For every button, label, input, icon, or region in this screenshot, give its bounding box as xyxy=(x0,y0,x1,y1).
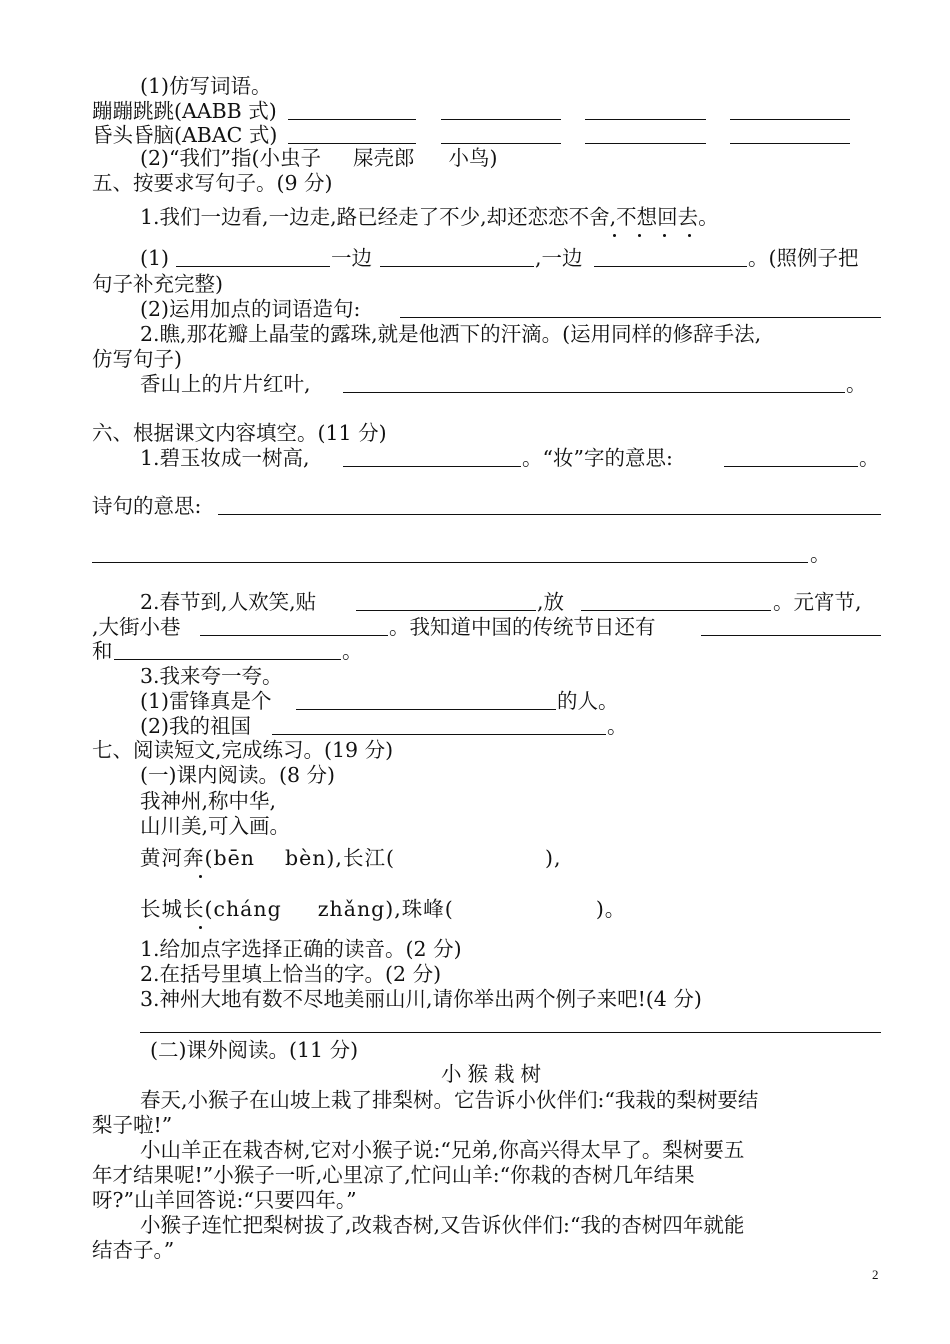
sec7-q1: 1.给加点字选择正确的读音。(2 分) xyxy=(140,937,462,961)
sec6-s2a-end: 。元宵节, xyxy=(773,590,862,614)
sec6-s2-blank-fang[interactable] xyxy=(581,610,771,611)
poem-line-1: 我神州,称中华, xyxy=(140,789,277,813)
sec6-s2a-mid: ,放 xyxy=(537,590,565,614)
sec6-s2-blank-festival-1[interactable] xyxy=(701,635,881,636)
sec6-s2c: 和 xyxy=(92,639,113,663)
sec5-s2-end: 。 xyxy=(846,372,867,396)
story-p1b: 梨子啦!” xyxy=(92,1113,173,1137)
sec5-p1-open: (1) xyxy=(140,246,170,270)
story-title: 小猴栽树 xyxy=(441,1062,547,1086)
sec6-s2a: 2.春节到,人欢笑,贴 xyxy=(140,590,317,614)
emphasis-dot xyxy=(199,875,202,878)
sec5-p2-blank[interactable] xyxy=(400,317,881,318)
sec6-s3-2-blank[interactable] xyxy=(272,734,606,735)
abac-blank-1[interactable] xyxy=(288,143,416,144)
sec6-s2b-mid: 。我知道中国的传统节日还有 xyxy=(389,615,656,639)
sec7-part-2: (二)课外阅读。(11 分) xyxy=(150,1038,359,1062)
poem-line-3 xyxy=(140,845,561,871)
story-p2a: 小山羊正在栽杏树,它对小猴子说:“兄弟,你高兴得太早了。梨树要五 xyxy=(140,1138,745,1162)
poem4-b: zhǎng),珠峰( xyxy=(317,897,454,921)
page-number: 2 xyxy=(872,1267,879,1282)
sec6-s1: 1.碧玉妆成一树高, xyxy=(140,446,310,470)
sec6-meaning-label: 诗句的意思: xyxy=(92,494,202,518)
women-option-2[interactable]: 屎壳郎 xyxy=(353,146,415,170)
fangxie-label: (1)仿写词语。 xyxy=(140,74,272,98)
sec6-s2-blank-street[interactable] xyxy=(200,635,388,636)
abac-blank-3[interactable] xyxy=(585,143,706,144)
sec6-meaning-end: 。 xyxy=(810,542,831,566)
section-6-heading: 六、根据课文内容填空。(11 分) xyxy=(92,421,387,445)
sec5-p1-cont: 句子补充完整) xyxy=(92,272,223,296)
sec5-p1-end: 。(照例子把 xyxy=(748,246,859,270)
sec6-s3-1-blank[interactable] xyxy=(296,709,556,710)
poem3-a: 黄河奔(bēn xyxy=(140,846,255,870)
sec6-s2c-end: 。 xyxy=(342,639,363,663)
women-choice xyxy=(140,145,498,171)
aabb-blank-4[interactable] xyxy=(730,119,850,120)
sec5-p1-blank-1[interactable] xyxy=(176,266,330,267)
emphasis-dot xyxy=(688,234,691,237)
aabb-label: 蹦蹦跳跳(AABB 式) xyxy=(92,99,277,123)
sec5-s2-blank[interactable] xyxy=(343,392,845,393)
sec6-s3-1: (1)雷锋真是个 xyxy=(140,689,272,713)
sec6-s1-mid: 。“妆”字的意思: xyxy=(522,446,673,470)
poem3-b: bèn),长江( xyxy=(284,846,395,870)
story-p3a: 小猴子连忙把梨树拔了,改栽杏树,又告诉伙伴们:“我的杏树四年就能 xyxy=(140,1213,745,1237)
sec5-s2-lead: 香山上的片片红叶, xyxy=(140,372,311,396)
sec7-part-1: (一)课内阅读。(8 分) xyxy=(140,763,336,787)
story-p3b: 结杏子。” xyxy=(92,1238,175,1262)
sec5-p1-blank-2[interactable] xyxy=(380,266,534,267)
sec7-q3: 3.神州大地有数不尽地美丽山川,请你举出两个例子来吧!(4 分) xyxy=(140,987,702,1011)
sec6-s3-2: (2)我的祖国 xyxy=(140,714,252,738)
sec6-meaning-blank-2[interactable] xyxy=(92,562,808,563)
sec5-p2-label: (2)运用加点的词语造句: xyxy=(140,297,361,321)
abac-blank-4[interactable] xyxy=(730,143,850,144)
sec7-q2: 2.在括号里填上恰当的字。(2 分) xyxy=(140,962,442,986)
story-p2c: 呀?”山羊回答说:“只要四年。” xyxy=(92,1188,357,1212)
aabb-blank-3[interactable] xyxy=(585,119,706,120)
sec6-s1-end: 。 xyxy=(859,446,880,470)
emphasis-dot xyxy=(663,234,666,237)
sec5-sentence-2: 2.瞧,那花瓣上晶莹的露珠,就是他洒下的汗滴。(运用同样的修辞手法, xyxy=(140,322,762,346)
sec5-p1-mid2: ,一边 xyxy=(535,246,583,270)
sec6-s3: 3.我来夸一夸。 xyxy=(140,664,283,688)
sec6-meaning-blank-1[interactable] xyxy=(218,514,881,515)
aabb-blank-2[interactable] xyxy=(441,119,561,120)
abac-blank-2[interactable] xyxy=(441,143,561,144)
sec7-q3-blank[interactable] xyxy=(140,1032,881,1033)
sec5-p1-mid1: 一边 xyxy=(331,246,372,270)
section-5-heading: 五、按要求写句子。(9 分) xyxy=(92,171,333,195)
story-p1a: 春天,小猴子在山坡上栽了排梨树。它告诉小伙伴们:“我栽的梨树要结 xyxy=(140,1088,759,1112)
section-7-heading: 七、阅读短文,完成练习。(19 分) xyxy=(92,738,394,762)
women-prefix: (2)“我们”指(小虫子 xyxy=(140,146,321,170)
sec5-sentence-2-cont: 仿写句子) xyxy=(92,347,182,371)
poem4-c: )。 xyxy=(595,897,627,921)
sec5-p1-blank-3[interactable] xyxy=(594,266,747,267)
emphasis-dot xyxy=(638,234,641,237)
women-option-3[interactable]: 小鸟) xyxy=(448,146,498,170)
emphasis-dot xyxy=(199,926,202,929)
sec6-s3-2-end: 。 xyxy=(607,714,628,738)
poem-line-2: 山川美,可入画。 xyxy=(140,814,291,838)
abac-label: 昏头昏脑(ABAC 式) xyxy=(92,123,278,147)
sec6-s2-blank-festival-2[interactable] xyxy=(114,659,341,660)
sec6-s1-meaning-blank[interactable] xyxy=(724,466,858,467)
poem3-c: ), xyxy=(544,846,562,870)
aabb-blank-1[interactable] xyxy=(288,119,416,120)
sec6-s2-blank-tie[interactable] xyxy=(356,610,536,611)
sec5-sentence-1: 1.我们一边看,一边走,路已经走了不少,却还恋恋不舍,不想回去。 xyxy=(140,205,719,229)
emphasis-dot xyxy=(613,234,616,237)
sec6-s3-1-end: 的人。 xyxy=(557,689,619,713)
story-p2b: 年才结果呢!”小猴子一听,心里凉了,忙问山羊:“你栽的杏树几年结果 xyxy=(92,1163,695,1187)
poem4-a: 长城长(cháng xyxy=(140,897,282,921)
sec6-s1-blank[interactable] xyxy=(343,466,521,467)
poem-line-4 xyxy=(140,896,626,922)
sec6-s2b: ,大街小巷 xyxy=(92,615,181,639)
